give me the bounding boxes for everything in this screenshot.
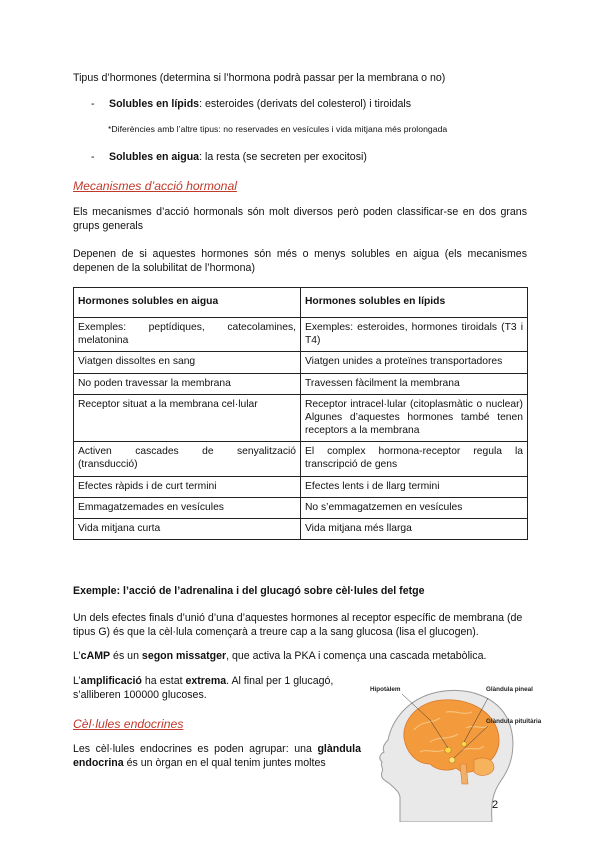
intro-text: Tipus d’hormones (determina si l’hormona podrà passar per la membrana o no) <box>73 72 446 84</box>
table-header-water: Hormones solubles en aigua <box>74 288 301 318</box>
bullet-water-text <box>109 151 367 165</box>
second-messenger-term: segon missatger <box>141 650 227 662</box>
table-cell: Receptor intracel·lular (citoplasmàtic o nuclear) Algunes d’aquestes hormones també tenen receptors a la membrana <box>301 394 528 442</box>
table-cell: Viatgen dissoltes en sang <box>74 352 301 373</box>
table-header-lipid: Hormones solubles en lípids <box>301 288 528 318</box>
table-cell: Activen cascades de senyalització (transducció) <box>74 442 301 476</box>
bullet-dash: - <box>91 151 95 163</box>
table-row <box>74 318 528 352</box>
endocrine-prefix: Les cèl·lules endocrines es poden agrupar: una <box>73 743 318 755</box>
bullet-lipid-soluble <box>91 98 531 112</box>
paragraph-endocrine-cells <box>73 743 361 771</box>
table-cell: Exemples: esteroides, hormones tiroidals (T3 i T4) <box>301 318 528 352</box>
endocrine-gland-term: glàndula endocrina <box>73 743 361 769</box>
extreme-term: extrema <box>185 675 227 687</box>
bullet-water-desc: : la resta (se secreten per exocitosi) <box>199 151 367 163</box>
table-cell: Viatgen unides a proteïnes transportadores <box>301 352 528 373</box>
amp-suffix: . Al final per 1 glucagó, s’alliberen 100000 glucoses. <box>73 675 334 701</box>
paragraph-amplification <box>73 675 363 703</box>
bullet-lipid-desc: : esteroides (derivats del colesterol) i tiroidals <box>199 98 412 110</box>
table-cell: Receptor situat a la membrana cel·lular <box>74 394 301 442</box>
table-cell: No s’emmagatzemen en vesícules <box>301 497 528 518</box>
table-cell: Vida mitjana curta <box>74 518 301 539</box>
cerebellum <box>474 758 494 775</box>
bullet-water-term: Solubles en aigua <box>109 151 200 163</box>
bullet-lipid-text <box>109 98 411 112</box>
table-row <box>74 373 528 394</box>
table-cell: Travessen fàcilment la membrana <box>301 373 528 394</box>
camp-mid: és un <box>110 650 142 662</box>
page-number: 2 <box>492 799 499 811</box>
paragraph-camp <box>73 650 527 664</box>
label-hypothalamus: Hipotàlem <box>370 686 401 693</box>
table-row <box>74 497 528 518</box>
camp-suffix: , que activa la PKA i comença una cascada metabòlica. <box>226 650 487 662</box>
table-row <box>74 442 528 476</box>
table-cell: Emmagatzemades en vesícules <box>74 497 301 518</box>
table-row <box>74 476 528 497</box>
table-row <box>74 394 528 442</box>
amp-mid: ha estat <box>141 675 186 687</box>
table-cell: El complex hormona-receptor regula la transcripció de gens <box>301 442 528 476</box>
bullet-lipid-term: Solubles en lípids <box>109 98 200 110</box>
pineal-marker <box>461 741 466 746</box>
table-cell: No poden travessar la membrana <box>74 373 301 394</box>
table-row <box>74 352 528 373</box>
amp-prefix: L’ <box>73 675 81 687</box>
paragraph-mechanisms-2: Depenen de si aquestes hormones són més o menys solubles en aigua (els mecanismes depenen de la solubilitat de l’hormona) <box>73 248 527 274</box>
section-heading-endocrine-cells: Cèl·lules endocrines <box>73 717 184 731</box>
camp-term: cAMP <box>80 650 111 662</box>
paragraph-example-1: Un dels efectes finals d’unió d’una d’aquestes hormones al receptor específic de membrana (de tipus G) és que la cèl·lula començarà a treure cap a la sang glucosa (lisa el glucogen). <box>73 612 523 638</box>
table-row <box>74 518 528 539</box>
paragraph-mechanisms-1: Els mecanismes d’acció hormonals són molt diversos però poden classificar-se en dos grans grups generals <box>73 206 527 232</box>
example-title: Exemple: l’acció de l’adrenalina i del glucagó sobre cèl·lules del fetge <box>73 585 425 597</box>
table-cell: Efectes ràpids i de curt termini <box>74 476 301 497</box>
table-cell: Efectes lents i de llarg termini <box>301 476 528 497</box>
section-heading-mechanisms: Mecanismes d’acció hormonal <box>73 179 237 193</box>
bullet-water-soluble <box>91 151 531 165</box>
lipid-note: *Diferències amb l’altre tipus: no reservades en vesícules i vida mitjana més prolongada <box>108 124 448 134</box>
table-cell: Vida mitjana més llarga <box>301 518 528 539</box>
bullet-dash: - <box>91 98 95 110</box>
head-illustration <box>370 680 538 822</box>
label-pineal: Glàndula pineal <box>486 686 533 693</box>
table-header-row <box>74 288 528 318</box>
comparison-table <box>73 287 528 540</box>
amplification-term: amplificació <box>80 675 142 687</box>
brain-glands-figure <box>370 680 542 822</box>
table-cell: Exemples: peptídiques, catecolamines, melatonina <box>74 318 301 352</box>
endocrine-suffix: és un òrgan en el qual tenim juntes moltes <box>123 756 326 769</box>
label-pituitary: Glàndula pituïtària <box>486 718 542 725</box>
camp-prefix: L’ <box>73 650 81 662</box>
